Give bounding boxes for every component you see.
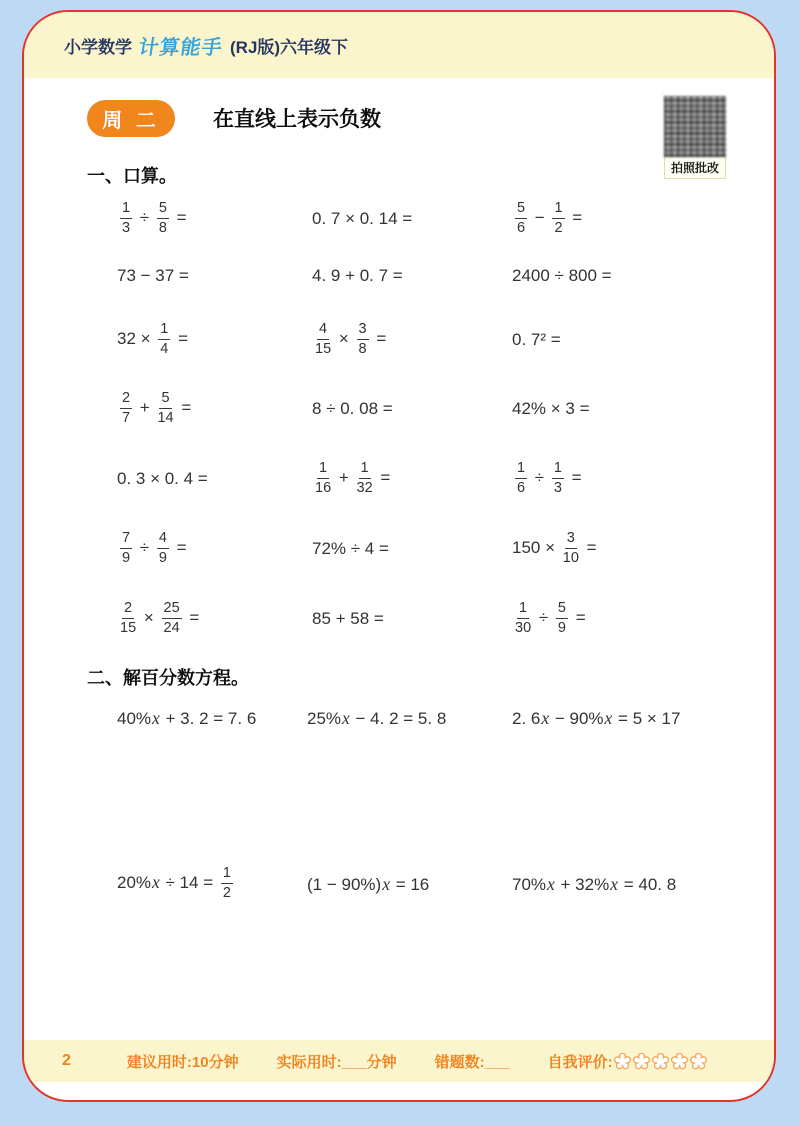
brand-logo: 计算能手: [137, 36, 225, 59]
actual-time: 实际用时:___分钟: [276, 1053, 397, 1071]
suggested-time: 建议用时:10分钟: [126, 1053, 239, 1071]
math-problem: $\frac{5}{6}$ − $\frac{1}{2}$ =: [517, 200, 583, 236]
math-problem: 85 + 58 =: [312, 609, 384, 628]
math-problem: $\frac{2}{7}$ + $\frac{5}{14}$ =: [122, 390, 192, 426]
flower-icon: [633, 1053, 650, 1070]
variable-x: x: [342, 707, 350, 728]
fraction: $\frac{1}{3}$: [122, 200, 131, 236]
math-problem: 20%x ÷ 14 = $\frac{1}{2}$: [117, 865, 231, 901]
math-problem: $\frac{1}{3}$ ÷ $\frac{5}{8}$ =: [122, 200, 187, 236]
equations-grid: [117, 696, 734, 906]
math-problem: (1 − 90%)x = 16: [307, 873, 430, 894]
math-problem: $\frac{1}{6}$ ÷ $\frac{1}{3}$ =: [517, 460, 582, 496]
fraction: $\frac{5}{8}$: [158, 200, 167, 236]
math-problem: 2400 ÷ 800 =: [512, 266, 612, 285]
problem-row: [117, 584, 734, 654]
fraction: $\frac{7}{9}$: [122, 530, 131, 566]
fraction: $\frac{1}{4}$: [160, 321, 169, 357]
fraction: $\frac{5}{14}$: [157, 390, 174, 426]
week-badge: 周 二: [87, 100, 175, 137]
fraction: $\frac{1}{16}$: [315, 460, 332, 496]
fraction: $\frac{25}{24}$: [163, 600, 180, 636]
fraction: $\frac{3}{8}$: [358, 321, 367, 357]
math-problem: $\frac{7}{9}$ ÷ $\frac{4}{9}$ =: [122, 530, 187, 566]
variable-x: x: [152, 872, 160, 893]
variable-x: x: [382, 873, 390, 894]
variable-x: x: [547, 873, 555, 894]
math-problem: $\frac{1}{30}$ ÷ $\frac{5}{9}$ =: [515, 600, 586, 636]
flower-icon: [690, 1053, 707, 1070]
math-problem: 2. 6x − 90%x = 5 × 17: [512, 707, 681, 728]
lesson-header: [87, 98, 734, 138]
math-problem: $\frac{4}{15}$ × $\frac{3}{8}$ =: [315, 321, 387, 357]
math-problem: $\frac{2}{15}$ × $\frac{25}{24}$ =: [120, 600, 200, 636]
fraction: $\frac{4}{9}$: [158, 530, 167, 566]
math-problem: 70%x + 32%x = 40. 8: [512, 873, 677, 894]
equation-row: [117, 862, 734, 906]
problem-row: [117, 374, 734, 444]
equation-row: [117, 696, 734, 740]
header-band: [24, 12, 774, 78]
math-problem: 40%x + 3. 2 = 7. 6: [117, 707, 257, 728]
section1-heading: 一、口算。: [87, 166, 177, 186]
fraction: $\frac{1}{6}$: [517, 460, 526, 496]
problem-row: [117, 444, 734, 514]
variable-x: x: [604, 707, 613, 728]
variable-x: x: [610, 873, 618, 894]
fraction: $\frac{2}{7}$: [122, 390, 131, 426]
worksheet-card: [22, 10, 776, 1102]
problem-row: [117, 192, 734, 246]
fraction: $\frac{1}{3}$: [553, 460, 562, 496]
fraction: $\frac{1}{30}$: [515, 600, 532, 636]
math-problem: 8 ÷ 0. 08 =: [312, 399, 393, 418]
flower-icon: [652, 1053, 669, 1070]
rating-flowers: [614, 1053, 707, 1070]
math-problem: 0. 3 × 0. 4 =: [117, 469, 208, 488]
fraction: $\frac{1}{32}$: [356, 460, 373, 496]
problem-row: [117, 514, 734, 584]
section2-heading: 二、解百分数方程。: [87, 668, 249, 688]
math-problem: 4. 9 + 0. 7 =: [312, 266, 403, 285]
problem-row: [117, 246, 734, 306]
wrong-count: 错题数:___: [434, 1053, 510, 1071]
page-title: 在直线上表示负数: [213, 108, 381, 131]
qr-label: 拍照批改: [664, 156, 726, 179]
fraction: $\frac{4}{15}$: [315, 321, 332, 357]
edition-label: (RJ版)六年级下: [230, 37, 349, 57]
math-problem: 42% × 3 =: [512, 399, 590, 418]
fraction: $\frac{3}{10}$: [562, 530, 579, 566]
math-problem: 32 × $\frac{1}{4}$ =: [117, 321, 189, 357]
math-problem: 25%x − 4. 2 = 5. 8: [307, 707, 447, 728]
math-problem: 150 × $\frac{3}{10}$ =: [512, 530, 597, 566]
variable-x: x: [541, 707, 550, 728]
fraction: $\frac{5}{6}$: [517, 200, 526, 236]
page-number: 2: [62, 1052, 71, 1069]
math-problem: 0. 7² =: [512, 330, 561, 349]
math-problem: 72% ÷ 4 =: [312, 539, 389, 558]
oral-grid: [117, 192, 734, 654]
footer-band: [24, 1040, 774, 1082]
fraction: $\frac{5}{9}$: [557, 600, 566, 636]
variable-x: x: [152, 707, 160, 728]
flower-icon: [614, 1053, 631, 1070]
fraction: $\frac{2}{15}$: [120, 600, 137, 636]
problem-row: [117, 306, 734, 374]
fraction: $\frac{1}{2}$: [222, 865, 231, 901]
math-problem: 73 − 37 =: [117, 266, 189, 285]
self-eval-label: 自我评价:: [547, 1053, 613, 1071]
fraction: $\frac{1}{2}$: [554, 200, 563, 236]
math-problem: 0. 7 × 0. 14 =: [312, 209, 413, 228]
worksheet-content: [24, 98, 774, 906]
flower-icon: [671, 1053, 688, 1070]
series-title: 小学数学: [64, 37, 132, 57]
self-eval: [548, 1051, 707, 1072]
math-problem: $\frac{1}{16}$ + $\frac{1}{32}$ =: [315, 460, 391, 496]
